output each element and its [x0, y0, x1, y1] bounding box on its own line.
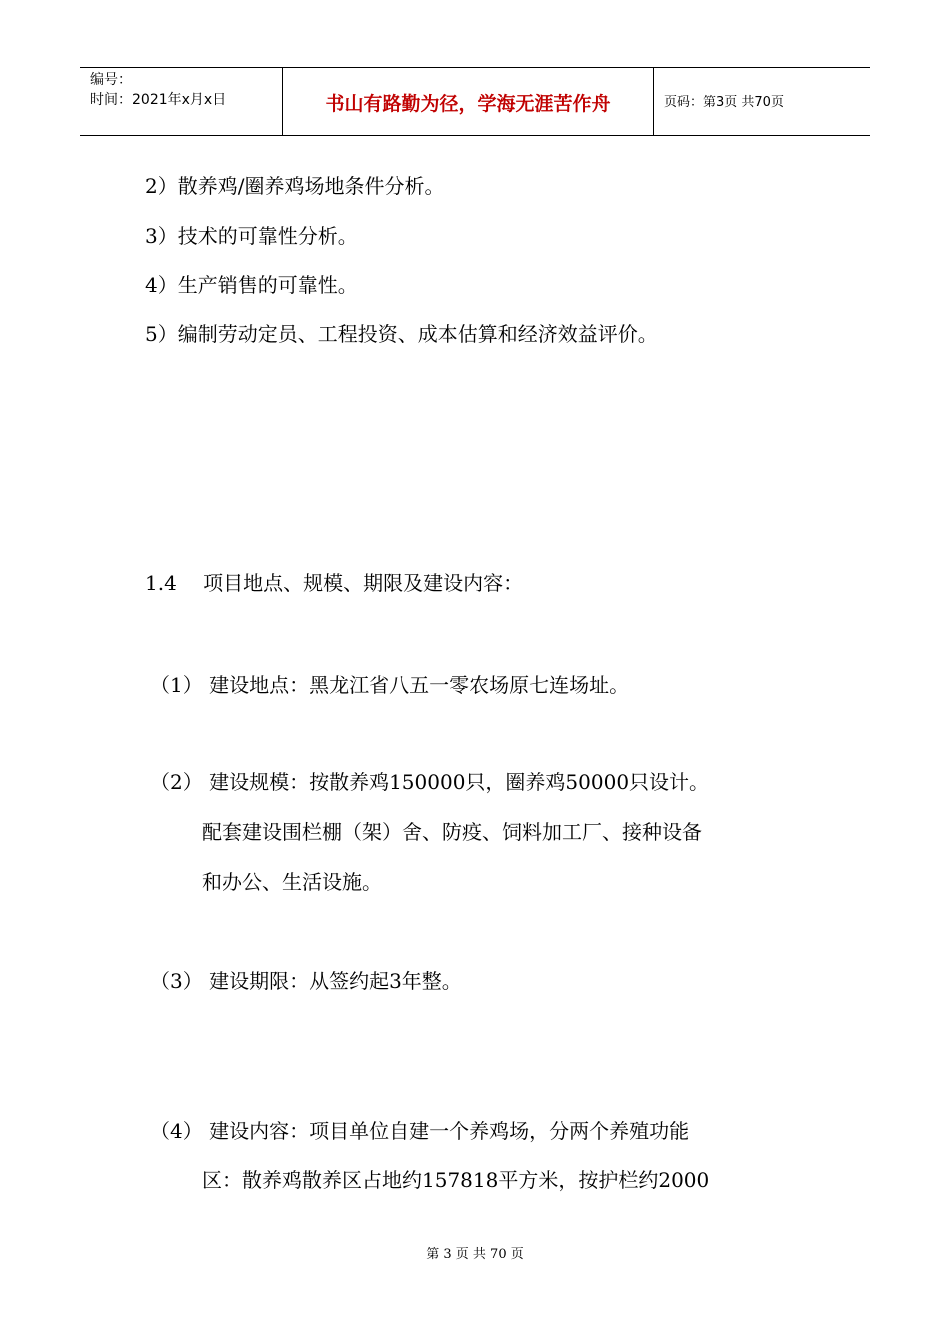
point-period: （3） 建设期限：从签约起3年整。 [150, 969, 462, 993]
section-heading: 1.4 项目地点、规模、期限及建设内容： [145, 571, 524, 595]
point-content-line-2: 区：散养鸡散养区占地约157818平方米，按护栏约2000 [202, 1168, 710, 1192]
list-item-2: 2）散养鸡/圈养鸡场地条件分析。 [145, 174, 445, 198]
point-scale-line-1: （2） 建设规模：按散养鸡150000只，圈养鸡50000只设计。 [150, 770, 710, 794]
point-scale-line-2: 配套建设围栏棚（架）舍、防疫、饲料加工厂、接种设备 [202, 820, 702, 844]
header-page-info: 页码：第3页 共70页 [664, 95, 784, 110]
list-item-3: 3）技术的可靠性分析。 [145, 224, 358, 248]
header-motto: 书山有路勤为径，学海无涯苦作舟 [325, 93, 611, 115]
point-scale-line-3: 和办公、生活设施。 [202, 870, 382, 894]
header-page-cell [654, 68, 870, 135]
point-content-line-1: （4） 建设内容：项目单位自建一个养鸡场，分两个养殖功能 [150, 1119, 690, 1143]
document-header [80, 67, 870, 136]
header-meta-cell [80, 68, 282, 135]
page-footer: 第 3 页 共 70 页 [426, 1247, 524, 1262]
point-location: （1） 建设地点：黑龙江省八五一零农场原七连场址。 [150, 673, 630, 697]
document-number-label: 编号： [90, 72, 132, 88]
list-item-4: 4）生产销售的可靠性。 [145, 273, 358, 297]
document-date-label: 时间：2021年x月x日 [90, 92, 227, 108]
list-item-5: 5）编制劳动定员、工程投资、成本估算和经济效益评价。 [145, 322, 658, 346]
header-motto-cell [282, 68, 654, 135]
